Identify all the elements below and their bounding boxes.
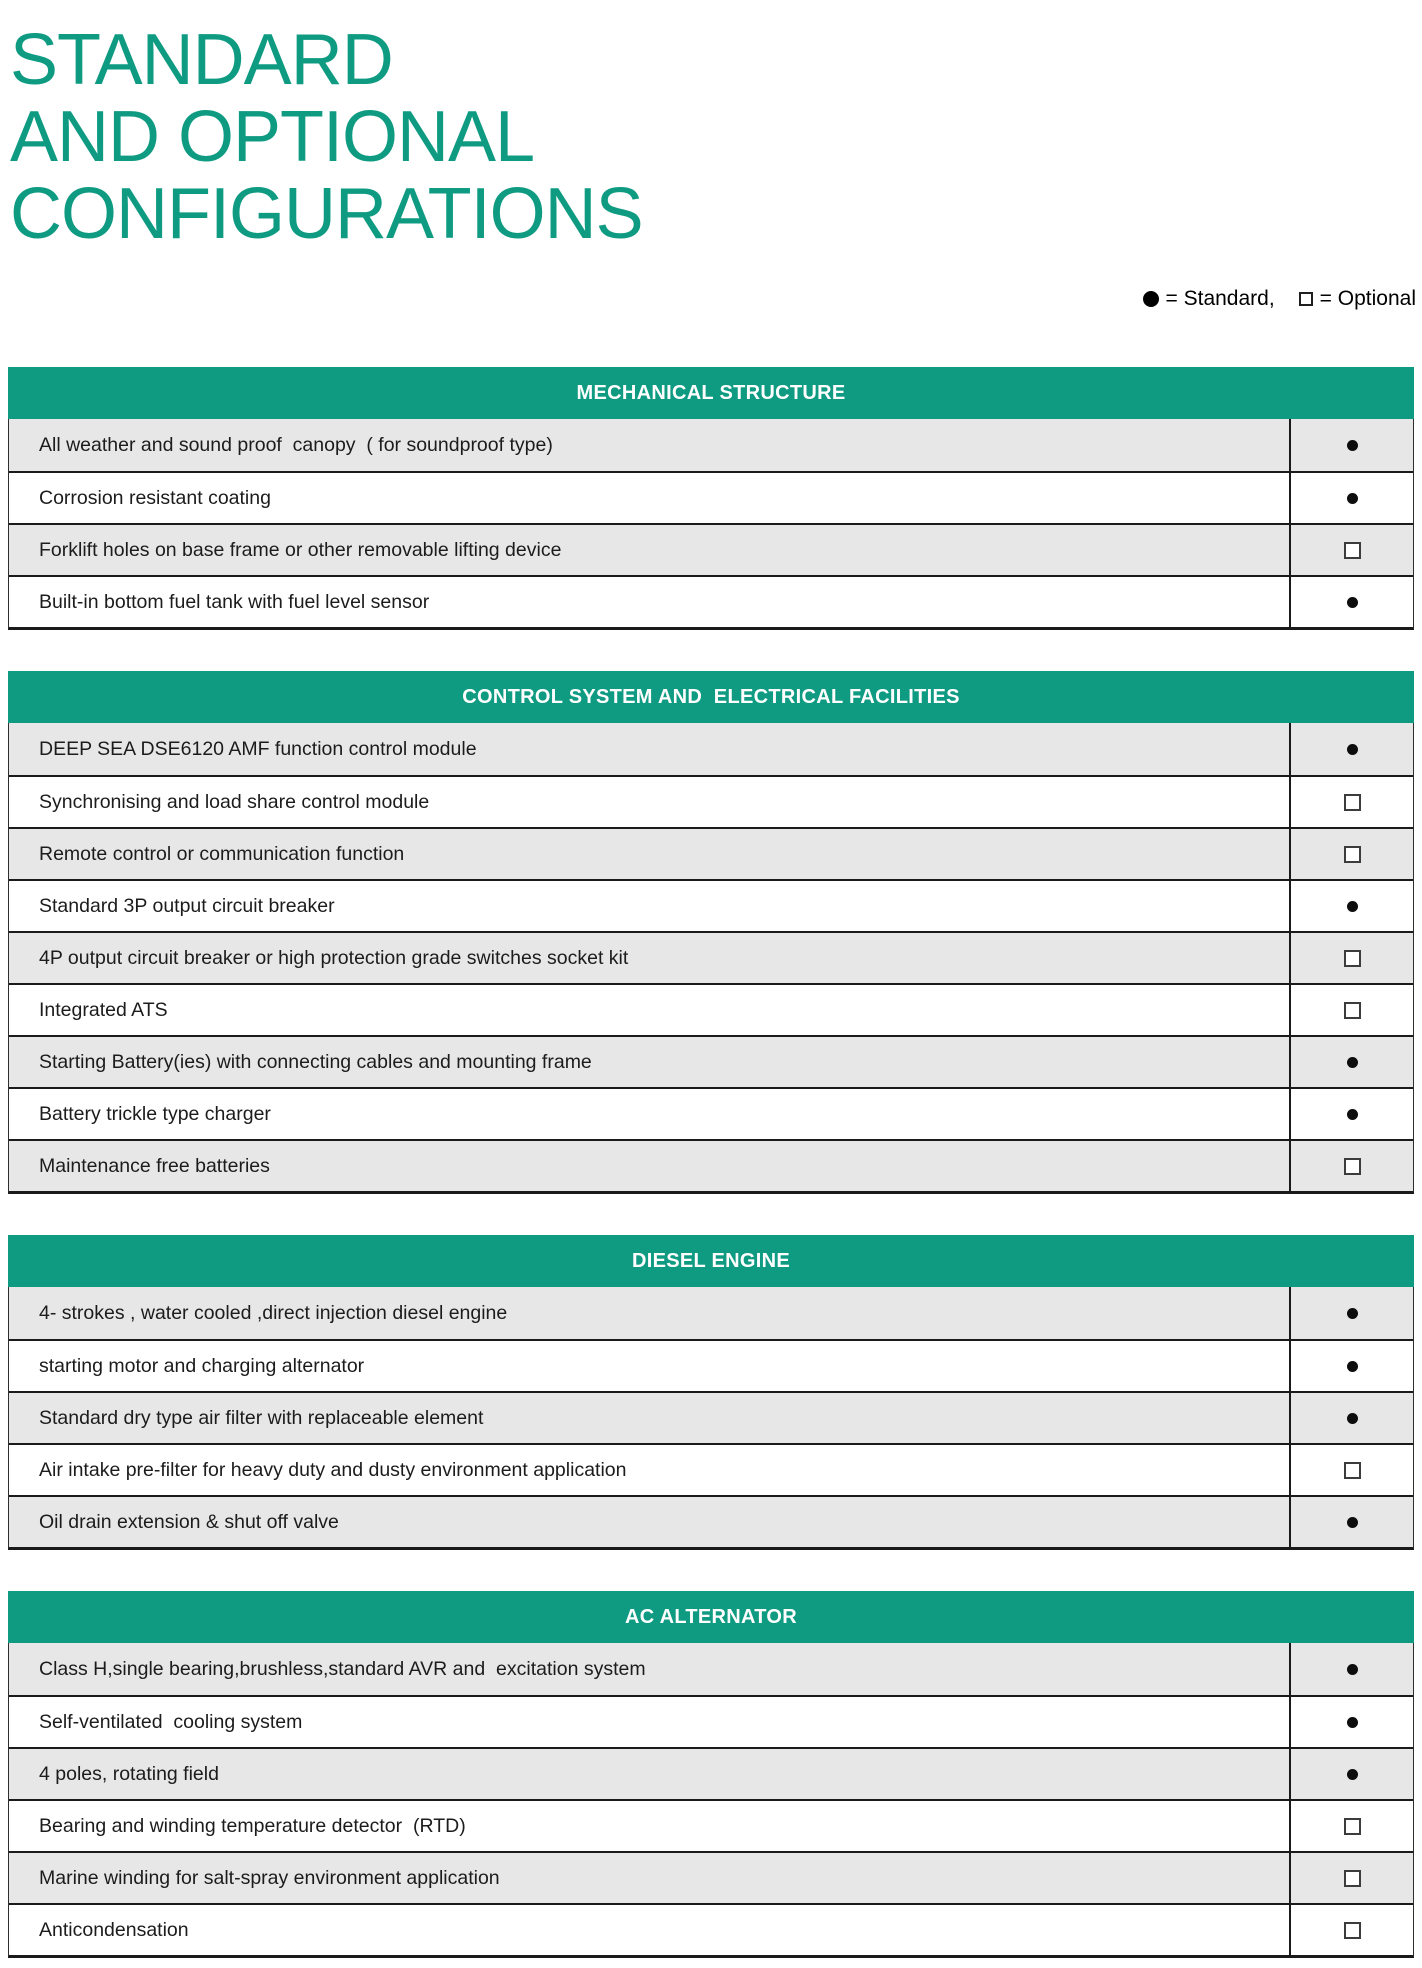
row-label: DEEP SEA DSE6120 AMF function control module	[9, 723, 1291, 775]
tables	[8, 367, 1414, 1958]
row-label: Air intake pre-filter for heavy duty and dusty environment application	[9, 1445, 1291, 1495]
row-marker-cell	[1291, 1037, 1413, 1087]
config-table	[8, 1591, 1414, 1958]
row-label: Starting Battery(ies) with connecting cables and mounting frame	[9, 1037, 1291, 1087]
optional-square-icon	[1344, 950, 1361, 967]
table-row	[9, 1747, 1413, 1799]
standard-dot-icon	[1347, 744, 1358, 755]
table-row	[9, 1339, 1413, 1391]
config-table	[8, 671, 1414, 1194]
table-row	[9, 827, 1413, 879]
optional-square-icon	[1299, 292, 1313, 306]
standard-dot-icon	[1347, 1717, 1358, 1728]
table-title: AC ALTERNATOR	[624, 1605, 798, 1628]
row-label: All weather and sound proof canopy ( for soundproof type)	[9, 419, 1291, 471]
row-label: 4P output circuit breaker or high protection grade switches socket kit	[9, 933, 1291, 983]
title-line-3: CONFIGURATIONS	[10, 174, 643, 254]
table-rows	[8, 419, 1414, 630]
table-row	[9, 419, 1413, 471]
standard-dot-icon	[1347, 1664, 1358, 1675]
optional-square-icon	[1344, 1462, 1361, 1479]
row-label: Marine winding for salt-spray environment application	[9, 1853, 1291, 1903]
row-marker-cell	[1291, 419, 1413, 471]
page-title	[10, 0, 1422, 253]
table-row	[9, 1495, 1413, 1547]
table-row	[9, 775, 1413, 827]
row-label: Remote control or communication function	[9, 829, 1291, 879]
table-row	[9, 1851, 1413, 1903]
row-marker-cell	[1291, 1445, 1413, 1495]
standard-dot-icon	[1347, 1109, 1358, 1120]
title-line-1: STANDARD	[10, 20, 393, 100]
row-label: Battery trickle type charger	[9, 1089, 1291, 1139]
optional-square-icon	[1344, 542, 1361, 559]
row-marker-cell	[1291, 1801, 1413, 1851]
table-row	[9, 471, 1413, 523]
row-marker-cell	[1291, 577, 1413, 627]
row-marker-cell	[1291, 829, 1413, 879]
table-row	[9, 1443, 1413, 1495]
legend-standard-label: = Standard,	[1165, 287, 1275, 310]
row-marker-cell	[1291, 1905, 1413, 1955]
table-header	[8, 1235, 1414, 1287]
table-row	[9, 1391, 1413, 1443]
standard-dot-icon	[1347, 597, 1358, 608]
row-label: Standard 3P output circuit breaker	[9, 881, 1291, 931]
row-marker-cell	[1291, 1697, 1413, 1747]
optional-square-icon	[1344, 1818, 1361, 1835]
table-row	[9, 983, 1413, 1035]
table-header	[8, 671, 1414, 723]
standard-dot-icon	[1347, 493, 1358, 504]
row-label: Integrated ATS	[9, 985, 1291, 1035]
row-marker-cell	[1291, 1393, 1413, 1443]
row-marker-cell	[1291, 985, 1413, 1035]
table-row	[9, 1139, 1413, 1191]
table-header	[8, 367, 1414, 419]
table-row	[9, 1695, 1413, 1747]
row-label: Forklift holes on base frame or other removable lifting device	[9, 525, 1291, 575]
table-row	[9, 931, 1413, 983]
row-label: Synchronising and load share control module	[9, 777, 1291, 827]
row-marker-cell	[1291, 1141, 1413, 1191]
table-row	[9, 879, 1413, 931]
row-marker-cell	[1291, 881, 1413, 931]
table-title: MECHANICAL STRUCTURE	[576, 381, 846, 404]
row-label: Built-in bottom fuel tank with fuel level sensor	[9, 577, 1291, 627]
row-marker-cell	[1291, 1749, 1413, 1799]
row-label: Oil drain extension & shut off valve	[9, 1497, 1291, 1547]
standard-dot-icon	[1347, 1057, 1358, 1068]
table-header	[8, 1591, 1414, 1643]
legend-optional-label: = Optional	[1319, 287, 1416, 310]
row-label: Corrosion resistant coating	[9, 473, 1291, 523]
row-label: starting motor and charging alternator	[9, 1341, 1291, 1391]
optional-square-icon	[1344, 846, 1361, 863]
row-label: Anticondensation	[9, 1905, 1291, 1955]
row-marker-cell	[1291, 1287, 1413, 1339]
table-rows	[8, 1287, 1414, 1550]
row-marker-cell	[1291, 473, 1413, 523]
optional-square-icon	[1344, 794, 1361, 811]
table-row	[9, 1643, 1413, 1695]
row-label: Standard dry type air filter with replaceable element	[9, 1393, 1291, 1443]
row-marker-cell	[1291, 525, 1413, 575]
standard-dot-icon	[1347, 1413, 1358, 1424]
row-label: 4- strokes , water cooled ,direct injection diesel engine	[9, 1287, 1291, 1339]
row-marker-cell	[1291, 1643, 1413, 1695]
row-label: Maintenance free batteries	[9, 1141, 1291, 1191]
table-rows	[8, 1643, 1414, 1958]
table-title: CONTROL SYSTEM AND ELECTRICAL FACILITIES	[462, 685, 960, 708]
table-row	[9, 723, 1413, 775]
standard-dot-icon	[1347, 1517, 1358, 1528]
row-label: Class H,single bearing,brushless,standard AVR and excitation system	[9, 1643, 1291, 1695]
standard-dot-icon	[1347, 1308, 1358, 1319]
optional-square-icon	[1344, 1002, 1361, 1019]
optional-square-icon	[1344, 1922, 1361, 1939]
table-row	[9, 523, 1413, 575]
row-label: Bearing and winding temperature detector (RTD)	[9, 1801, 1291, 1851]
row-marker-cell	[1291, 723, 1413, 775]
table-row	[9, 1087, 1413, 1139]
row-marker-cell	[1291, 933, 1413, 983]
standard-dot-icon	[1347, 1361, 1358, 1372]
table-row	[9, 1287, 1413, 1339]
row-label: 4 poles, rotating field	[9, 1749, 1291, 1799]
table-row	[9, 1903, 1413, 1955]
row-label: Self-ventilated cooling system	[9, 1697, 1291, 1747]
title-line-2: AND OPTIONAL	[10, 97, 535, 177]
row-marker-cell	[1291, 1853, 1413, 1903]
row-marker-cell	[1291, 777, 1413, 827]
config-table	[8, 367, 1414, 630]
optional-square-icon	[1344, 1158, 1361, 1175]
table-row	[9, 575, 1413, 627]
row-marker-cell	[1291, 1341, 1413, 1391]
optional-square-icon	[1344, 1870, 1361, 1887]
table-row	[9, 1799, 1413, 1851]
standard-dot-icon	[1347, 901, 1358, 912]
table-title: DIESEL ENGINE	[631, 1249, 790, 1272]
config-table	[8, 1235, 1414, 1550]
table-rows	[8, 723, 1414, 1194]
legend	[0, 287, 1418, 311]
row-marker-cell	[1291, 1089, 1413, 1139]
standard-dot-icon	[1143, 291, 1159, 307]
table-row	[9, 1035, 1413, 1087]
standard-dot-icon	[1347, 1769, 1358, 1780]
standard-dot-icon	[1347, 440, 1358, 451]
row-marker-cell	[1291, 1497, 1413, 1547]
